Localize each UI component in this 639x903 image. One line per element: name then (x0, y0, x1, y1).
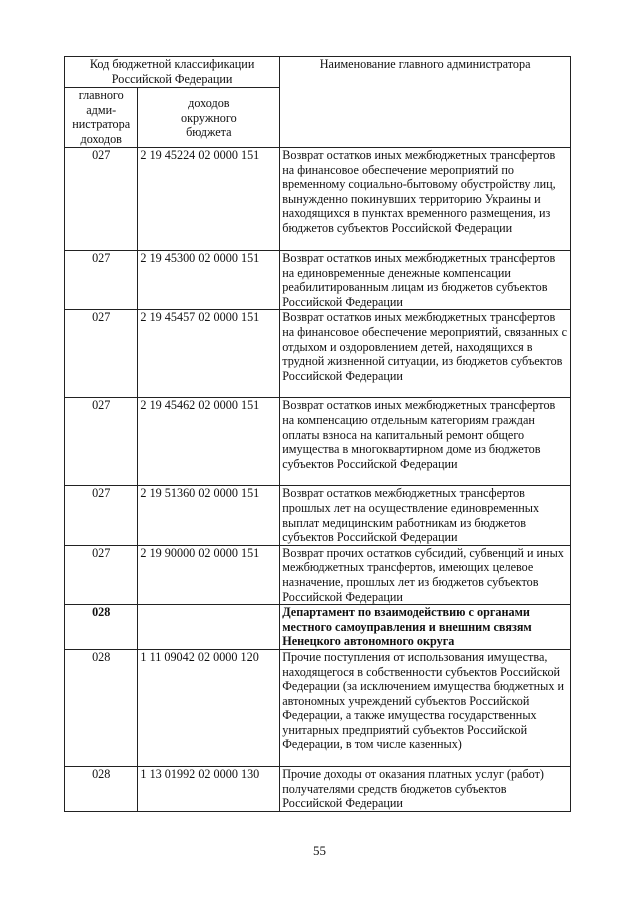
admin-code-cell: 027 (65, 486, 138, 545)
income-code-cell: 2 19 45300 02 0000 151 (138, 251, 280, 310)
table-row (65, 486, 571, 545)
administrator-name-cell: Департамент по взаимодействию с органами местного самоуправления и внешним связям Ненецкого автономного округа (280, 605, 571, 650)
income-code-cell: 1 13 01992 02 0000 130 (138, 766, 280, 811)
administrator-name-cell: Возврат остатков иных межбюджетных трансфертов на финансовое обеспечение мероприятий по временному социально-бытовому обустройству лиц, вынужденно покинувших территорию Украины и находящихся в пунктах временного размещения, из бюджетов субъектов Российской Федерации (280, 148, 571, 251)
income-code-cell: 2 19 51360 02 0000 151 (138, 486, 280, 545)
administrator-name-cell: Прочие поступления от использования имущества, находящегося в собственности субъектов Российской Федерации (за исключением имущества бюджетных и автономных учреждений субъектов Российской Федерации, а также имущества государственных унитарных предприятий субъектов Российской Федерации, в том числе казенных) (280, 649, 571, 766)
admin-code-cell: 028 (65, 605, 138, 650)
table-row (65, 545, 571, 604)
header-admin-cell: главного адми-нистратора доходов (65, 88, 138, 148)
income-code-cell: 2 19 45224 02 0000 151 (138, 148, 280, 251)
table-row (65, 148, 571, 251)
table-row (65, 251, 571, 310)
administrator-name-cell: Возврат остатков иных межбюджетных трансфертов на единовременные денежные компенсации реабилитированным лицам из бюджетов субъектов Российской Федерации (280, 251, 571, 310)
income-code-cell (138, 605, 280, 650)
admin-code-cell: 028 (65, 766, 138, 811)
table-row (65, 649, 571, 766)
income-code-cell: 2 19 45462 02 0000 151 (138, 398, 280, 486)
administrator-name-cell: Возврат остатков иных межбюджетных трансфертов на компенсацию отдельным категориям граждан оплаты взноса на капитальный ремонт общего имущества в многоквартирном доме из бюджетов субъектов Российской Федерации (280, 398, 571, 486)
administrator-name-cell: Возврат прочих остатков субсидий, субвенций и иных межбюджетных трансфертов, имеющих целевое назначение, прошлых лет из бюджетов субъектов Российской Федерации (280, 545, 571, 604)
administrator-name-cell: Возврат остатков межбюджетных трансфертов прошлых лет на осуществление единовременных выплат медицинским работникам из бюджетов субъектов Российской Федерации (280, 486, 571, 545)
admin-code-cell: 027 (65, 310, 138, 398)
income-code-cell: 2 19 45457 02 0000 151 (138, 310, 280, 398)
table-row (65, 310, 571, 398)
table-header-row-1 (65, 57, 571, 88)
income-code-cell: 2 19 90000 02 0000 151 (138, 545, 280, 604)
header-name-cell: Наименование главного администратора (280, 57, 571, 148)
admin-code-cell: 027 (65, 398, 138, 486)
header-group-cell: Код бюджетной классификации Российской Федерации (65, 57, 280, 88)
admin-code-cell: 027 (65, 545, 138, 604)
table-row (65, 398, 571, 486)
admin-code-cell: 027 (65, 251, 138, 310)
administrator-name-cell: Прочие доходы от оказания платных услуг (работ) получателями средств бюджетов субъектов Российской Федерации (280, 766, 571, 811)
budget-classification-table (64, 56, 571, 812)
page-number: 55 (313, 843, 326, 858)
header-income-cell: доходов окружного бюджета (138, 88, 280, 148)
income-code-cell: 1 11 09042 02 0000 120 (138, 649, 280, 766)
table-row (65, 605, 571, 650)
admin-code-cell: 028 (65, 649, 138, 766)
administrator-name-cell: Возврат остатков иных межбюджетных трансфертов на финансовое обеспечение мероприятий, связанных с отдыхом и оздоровлением детей, находящихся в трудной жизненной ситуации, из бюджетов субъектов Российской Федерации (280, 310, 571, 398)
admin-code-cell: 027 (65, 148, 138, 251)
table-row (65, 766, 571, 811)
